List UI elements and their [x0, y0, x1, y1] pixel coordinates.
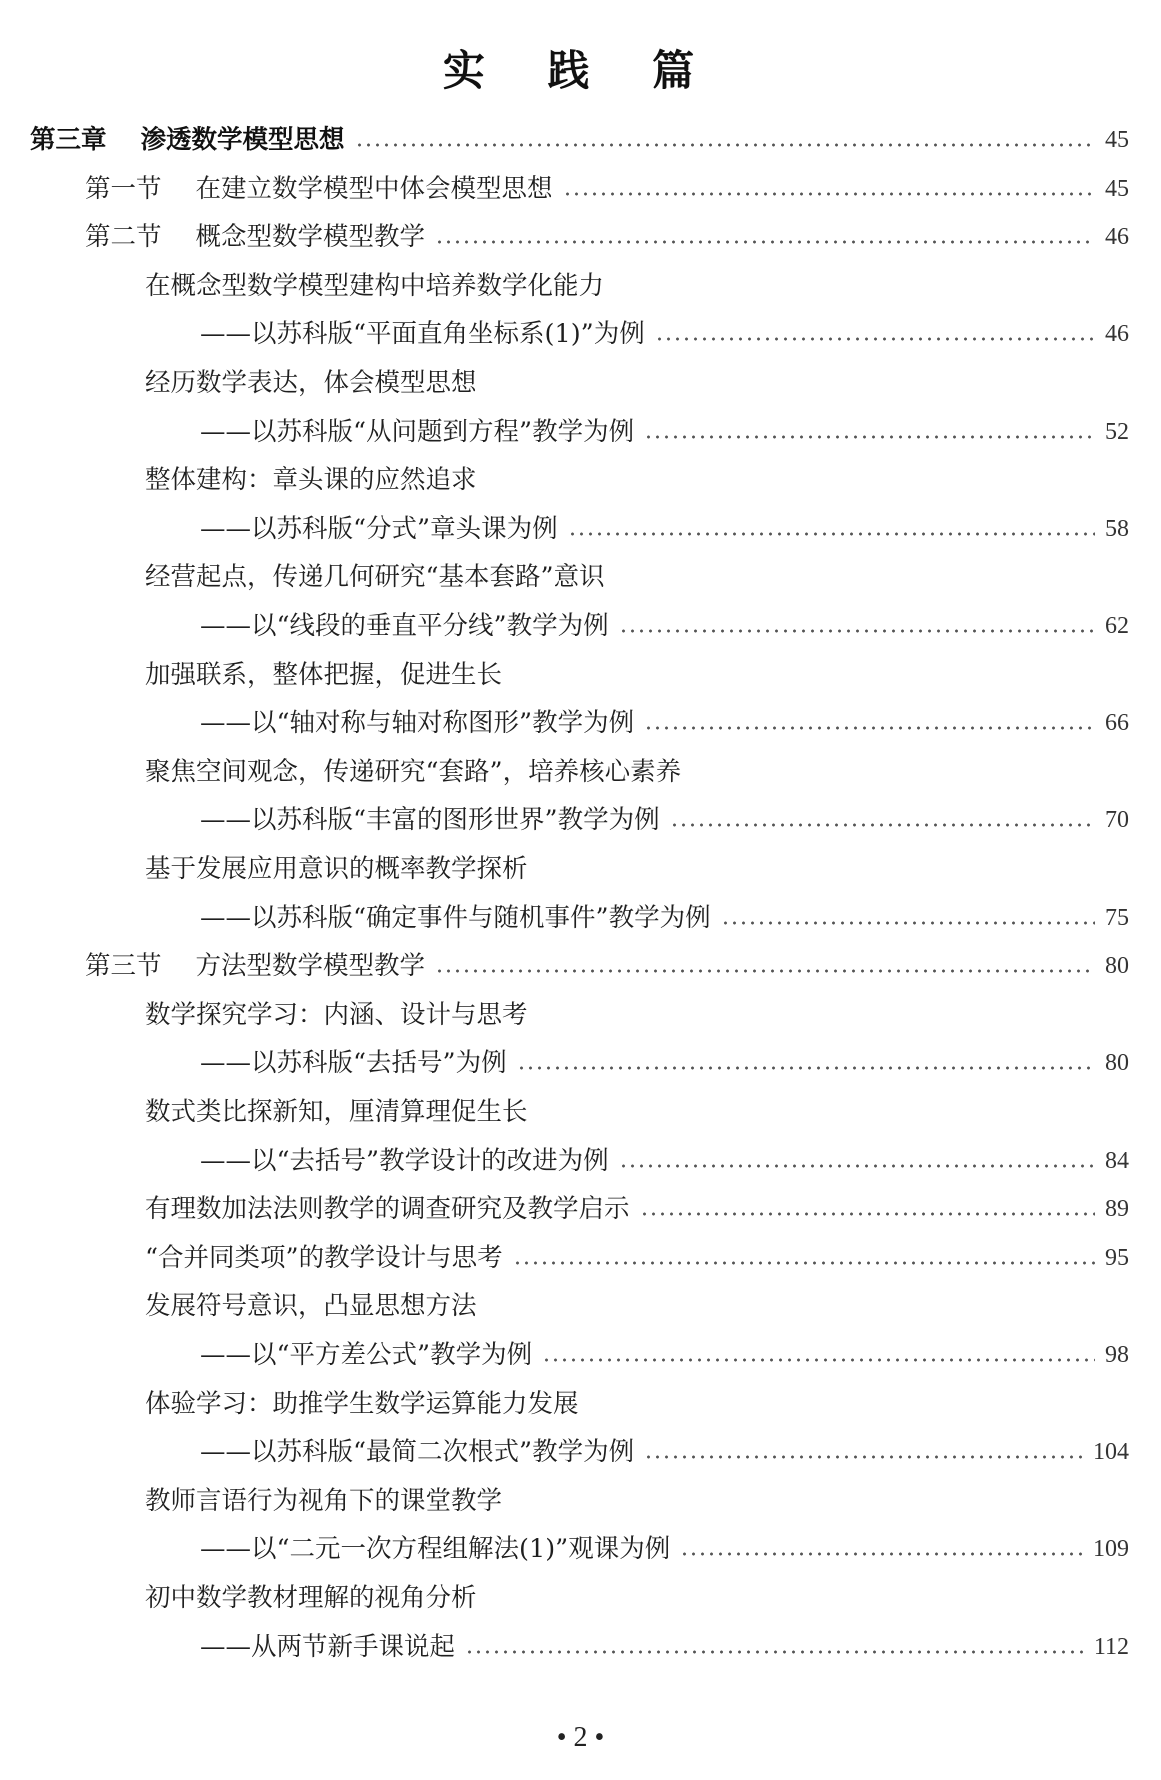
dot-leader — [517, 1065, 1095, 1071]
toc-entry-text — [200, 509, 558, 549]
toc-page-number: 80 — [1105, 953, 1129, 979]
toc-chapter[interactable] — [30, 120, 1129, 160]
toc-entry-text — [200, 898, 711, 938]
toc-entry-label: 第三节 — [85, 951, 162, 981]
toc-subtitle[interactable] — [200, 1432, 1129, 1472]
toc-entry-title: 整体建构：章头课的应然追求 — [145, 465, 477, 495]
toc-article[interactable] — [145, 266, 604, 306]
toc-page-number: 45 — [1105, 176, 1129, 202]
toc-entry-text — [200, 606, 609, 646]
toc-entry-title: 聚焦空间观念，传递研究“套路”，培养核心素养 — [145, 757, 682, 787]
dot-leader — [435, 968, 1095, 974]
toc-entry-text — [145, 1092, 528, 1132]
toc-entry-title: ——以“平方差公式”教学为例 — [200, 1340, 533, 1370]
toc-entry-title: 初中数学教材理解的视角分析 — [145, 1583, 477, 1613]
toc-entry-text — [145, 266, 604, 306]
toc-entry-text — [30, 120, 345, 160]
toc-subtitle[interactable] — [200, 1627, 1129, 1667]
toc-subtitle[interactable] — [200, 800, 1129, 840]
toc-entry-title: 教师言语行为视角下的课堂教学 — [145, 1486, 503, 1516]
toc-entry-text — [145, 995, 528, 1035]
toc-article[interactable] — [145, 1384, 579, 1424]
toc-entry-title: 在概念型数学模型建构中培养数学化能力 — [145, 271, 605, 301]
toc-entry-text — [85, 217, 425, 257]
toc-entry-title: ——以“二元一次方程组解法(1)”观课为例 — [200, 1534, 671, 1564]
toc-entry-text — [145, 849, 528, 889]
toc-page-number: 84 — [1105, 1148, 1129, 1174]
toc-page-number: 98 — [1105, 1342, 1129, 1368]
toc-entry-text — [145, 1238, 503, 1278]
dot-leader — [644, 725, 1095, 731]
toc-entry-title: “合并同类项”的教学设计与思考 — [145, 1243, 503, 1273]
toc-section[interactable] — [85, 946, 1129, 986]
toc-section[interactable] — [85, 169, 1129, 209]
dot-leader — [568, 531, 1095, 537]
toc-entry-title: 有理数加法法则教学的调查研究及教学启示 — [145, 1194, 630, 1224]
toc-entry-text — [145, 1384, 579, 1424]
toc-page-number: 70 — [1105, 807, 1129, 833]
toc-subtitle[interactable] — [200, 1529, 1129, 1569]
toc-entry-title: ——以苏科版“确定事件与随机事件”教学为例 — [200, 903, 711, 933]
dot-leader — [680, 1551, 1083, 1557]
toc-subtitle[interactable] — [200, 606, 1129, 646]
toc-page-number: 58 — [1105, 516, 1129, 542]
toc-entry-title: 经营起点，传递几何研究“基本套路”意识 — [145, 562, 605, 592]
page-number: • 2 • — [556, 1722, 605, 1753]
toc-article[interactable] — [145, 1189, 1129, 1229]
toc-entry-title: ——以“轴对称与轴对称图形”教学为例 — [200, 708, 635, 738]
dot-leader — [619, 1163, 1095, 1169]
toc-entry-label: 第二节 — [85, 222, 162, 252]
toc-entry-text — [85, 169, 553, 209]
dot-leader — [644, 434, 1095, 440]
toc-entry-text — [145, 752, 681, 792]
toc-entry-title: 体验学习：助推学生数学运算能力发展 — [145, 1389, 579, 1419]
toc-entry-title: 方法型数学模型教学 — [195, 951, 426, 981]
toc-article[interactable] — [145, 557, 605, 597]
toc-entry-text — [145, 655, 502, 695]
toc-subtitle[interactable] — [200, 1141, 1129, 1181]
toc-page-number: 89 — [1105, 1196, 1129, 1222]
toc-subtitle[interactable] — [200, 1043, 1129, 1083]
toc-entry-text — [200, 1529, 670, 1569]
toc-entry-text — [200, 703, 634, 743]
toc-section[interactable] — [85, 217, 1129, 257]
toc-subtitle[interactable] — [200, 314, 1129, 354]
toc-page-number: 112 — [1093, 1634, 1129, 1660]
dot-leader — [563, 191, 1095, 197]
toc-entry-text — [85, 946, 425, 986]
toc-article[interactable] — [145, 849, 528, 889]
toc-entry-title: 加强联系，整体把握，促进生长 — [145, 660, 503, 690]
toc-entry-title: 发展符号意识，凸显思想方法 — [145, 1291, 477, 1321]
toc-page-number: 80 — [1105, 1050, 1129, 1076]
toc-entry-title: ——以苏科版“从问题到方程”教学为例 — [200, 417, 635, 447]
toc-entry-title: ——以苏科版“去括号”为例 — [200, 1048, 507, 1078]
toc-article[interactable] — [145, 1578, 477, 1618]
dot-leader — [619, 628, 1095, 634]
toc-entry-text — [200, 1335, 532, 1375]
toc-page-number: 46 — [1105, 321, 1129, 347]
toc-page-number: 46 — [1105, 224, 1129, 250]
toc-page-number: 62 — [1105, 613, 1129, 639]
toc-page-number: 95 — [1105, 1245, 1129, 1271]
toc-entry-text — [145, 1286, 477, 1326]
toc-entry-title: 数式类比探新知，厘清算理促生长 — [145, 1097, 528, 1127]
toc-subtitle[interactable] — [200, 703, 1129, 743]
toc-entry-text — [200, 412, 634, 452]
toc-entry-title: 概念型数学模型教学 — [195, 222, 426, 252]
toc-entry-title: ——以苏科版“分式”章头课为例 — [200, 514, 558, 544]
toc-page-number: 66 — [1105, 710, 1129, 736]
dot-leader — [670, 822, 1095, 828]
toc-article[interactable] — [145, 460, 477, 500]
toc-entry-text — [145, 1189, 630, 1229]
toc-article[interactable] — [145, 655, 502, 695]
toc-page-number: 104 — [1093, 1439, 1129, 1465]
toc-article[interactable] — [145, 1286, 477, 1326]
dot-leader — [355, 142, 1095, 148]
dot-leader — [721, 920, 1095, 926]
toc-page-number: 45 — [1105, 127, 1129, 153]
dot-leader — [640, 1211, 1095, 1217]
dot-leader — [655, 336, 1095, 342]
toc-entry-text — [200, 314, 645, 354]
toc-entry-title: ——以苏科版“丰富的图形世界”教学为例 — [200, 805, 660, 835]
toc-entry-label: 第三章 — [30, 125, 107, 155]
toc-entry-title: 基于发展应用意识的概率教学探析 — [145, 854, 528, 884]
dot-leader — [465, 1649, 1084, 1655]
toc-article[interactable] — [145, 1481, 502, 1521]
toc-entry-text — [200, 1141, 609, 1181]
toc-subtitle[interactable] — [200, 412, 1129, 452]
toc-entry-title: 渗透数学模型思想 — [140, 125, 345, 155]
toc-subtitle[interactable] — [200, 898, 1129, 938]
toc-page-number: 109 — [1093, 1536, 1129, 1562]
toc-entry-text — [200, 1432, 634, 1472]
toc-article[interactable] — [145, 1092, 528, 1132]
dot-leader — [513, 1260, 1095, 1266]
toc-entry-text — [145, 1578, 477, 1618]
toc-entry-title: ——以“去括号”教学设计的改进为例 — [200, 1146, 609, 1176]
toc-entry-text — [200, 1627, 455, 1667]
toc-entry-title: 在建立数学模型中体会模型思想 — [195, 174, 553, 204]
toc-page-number: 52 — [1105, 419, 1129, 445]
toc-subtitle[interactable] — [200, 509, 1129, 549]
toc-entry-text — [200, 1043, 507, 1083]
toc-article[interactable] — [145, 752, 681, 792]
toc-article[interactable] — [145, 1238, 1129, 1278]
toc-subtitle[interactable] — [200, 1335, 1129, 1375]
toc-entry-text — [145, 1481, 502, 1521]
toc-entry-title: 经历数学表达，体会模型思想 — [145, 368, 477, 398]
toc-entry-title: ——以苏科版“最简二次根式”教学为例 — [200, 1437, 635, 1467]
toc-entry-label: 第一节 — [85, 174, 162, 204]
toc-entry-text — [145, 460, 477, 500]
toc-entry-title: ——以“线段的垂直平分线”教学为例 — [200, 611, 609, 641]
dot-leader — [542, 1357, 1095, 1363]
page-title: 实 践 篇 — [442, 46, 719, 95]
toc-entry-text — [200, 800, 660, 840]
dot-leader — [644, 1454, 1083, 1460]
toc-article[interactable] — [145, 363, 477, 403]
toc-entry-text — [145, 363, 477, 403]
toc-article[interactable] — [145, 995, 528, 1035]
dot-leader — [435, 239, 1095, 245]
toc-entry-title: ——以苏科版“平面直角坐标系(1)”为例 — [200, 319, 645, 349]
toc-entry-text — [145, 557, 605, 597]
toc-entry-title: 数学探究学习：内涵、设计与思考 — [145, 1000, 528, 1030]
toc-entry-title: ——从两节新手课说起 — [200, 1632, 456, 1662]
toc-page-number: 75 — [1105, 905, 1129, 931]
